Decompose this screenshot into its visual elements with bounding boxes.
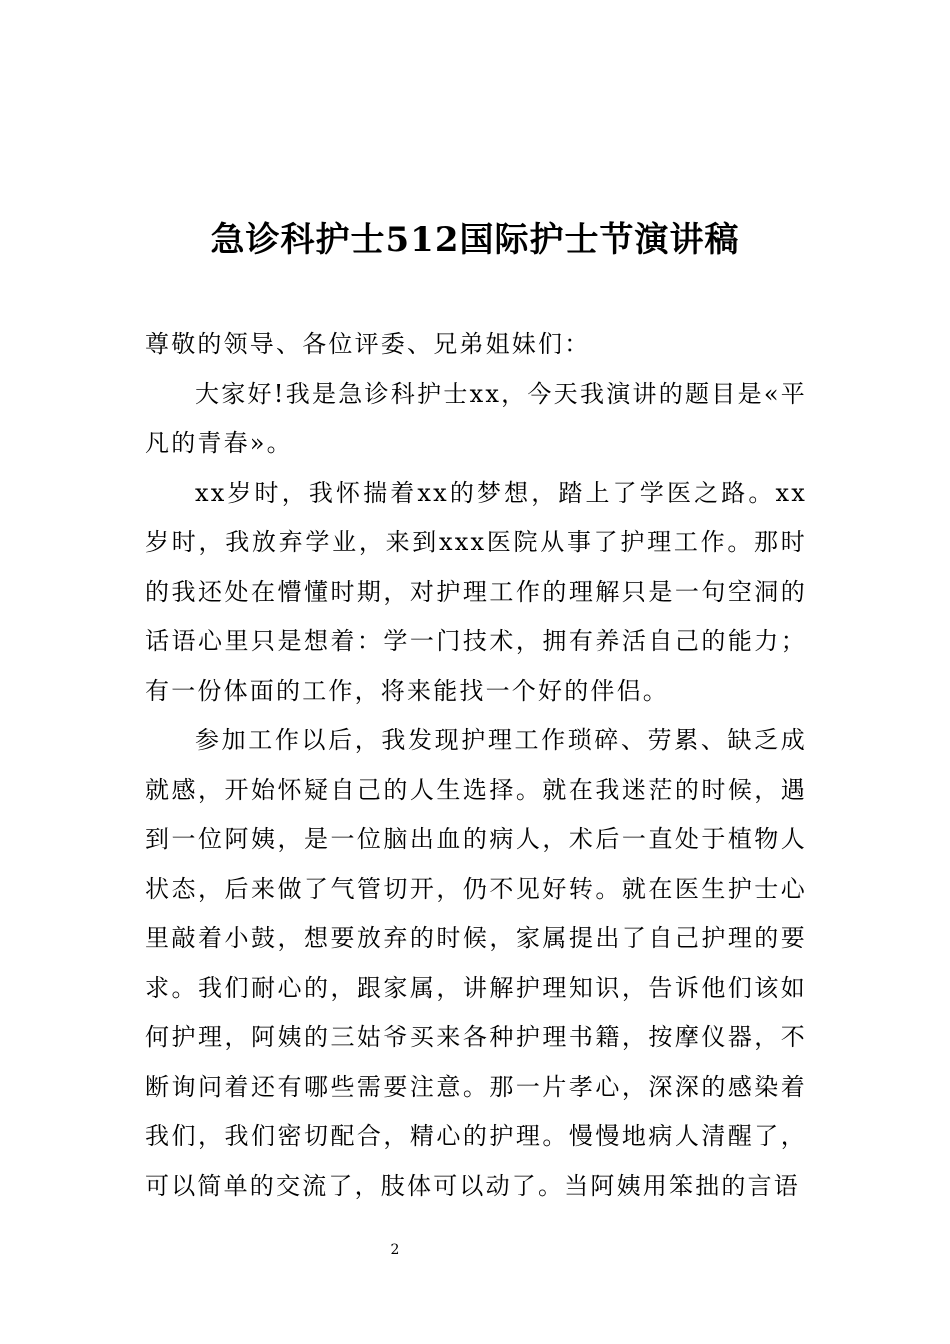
paragraph-2: xx岁时，我怀揣着xx的梦想，踏上了学医之路。xx岁时，我放弃学业，来到xxx医院从事了护理工作。那时的我还处在懵懂时期，对护理工作的理解只是一句空洞的话语心里只是想着：学一门技术，拥有养活自己的能力；有一份体面的工作，将来能找一个好的伴侣。 [145, 478, 807, 705]
salutation: 尊敬的领导、各位评委、兄弟姐妹们： [145, 330, 591, 358]
document-title: 急诊科护士512国际护士节演讲稿 [210, 220, 740, 260]
paragraph-3: 参加工作以后，我发现护理工作琐碎、劳累、缺乏成就感，开始怀疑自己的人生选择。就在我迷茫的时候，遇到一位阿姨，是一位脑出血的病人，术后一直处于植物人状态，后来做了气管切开，仍不见好转。就在医生护士心里敲着小鼓，想要放弃的时候，家属提出了自己护理的要求。我们耐心的，跟家属，讲解护理知识，告诉他们该如何护理，阿姨的三姑爷买来各种护理书籍，按摩仪器，不断询问着还有哪些需要注意。那一片孝心，深深的感染着我们，我们密切配合，精心的护理。慢慢地病人清醒了，可以简单的交流了，肢体可以动了。当阿姨用笨拙的言语 [145, 726, 807, 1200]
page-number: 2 [390, 1242, 400, 1258]
document-body [145, 320, 807, 1211]
paragraph-1: 大家好!我是急诊科护士xx，今天我演讲的题目是«平凡的青春»。 [145, 379, 807, 457]
